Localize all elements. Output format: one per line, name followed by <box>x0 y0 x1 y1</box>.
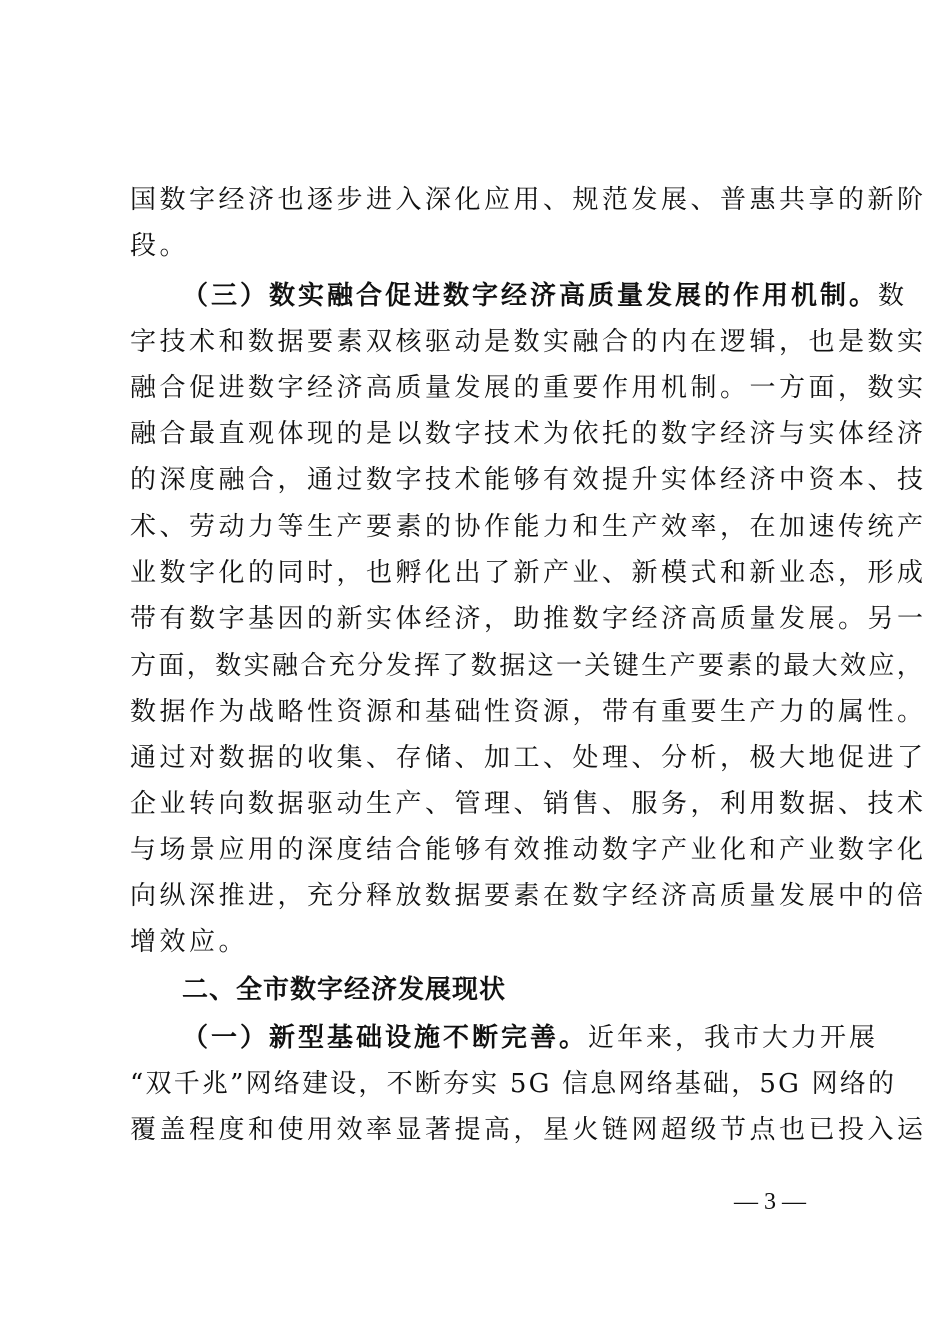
page-number: — 3 — <box>734 1189 806 1215</box>
paragraph-line: “双千兆”网络建设，不断夯实 5G 信息网络基础，5G 网络的 <box>130 1069 897 1099</box>
paragraph-line: 融合促进数字经济高质量发展的重要作用机制。一方面，数实 <box>130 373 927 403</box>
paragraph-text: 数 <box>878 281 908 311</box>
paragraph-first-line <box>130 274 908 318</box>
paragraph-line: 段。 <box>130 231 190 261</box>
paragraph-line: 增效应。 <box>130 927 249 957</box>
paragraph-line: 与场景应用的深度结合能够有效推动数字产业化和产业数字化 <box>130 835 927 865</box>
section-heading: 二、全市数字经济发展现状 <box>182 975 507 1005</box>
paragraph-line: 向纵深推进，充分释放数据要素在数字经济高质量发展中的倍 <box>130 881 927 911</box>
paragraph-line: 术、劳动力等生产要素的协作能力和生产效率，在加速传统产 <box>130 512 927 542</box>
paragraph-line: 方面，数实融合充分发挥了数据这一关键生产要素的最大效应， <box>130 651 926 681</box>
paragraph-line: 带有数字基因的新实体经济，助推数字经济高质量发展。另一 <box>130 604 927 634</box>
paragraph-line: 数据作为战略性资源和基础性资源，带有重要生产力的属性。 <box>130 697 927 727</box>
paragraph-line: 覆盖程度和使用效率显著提高，星火链网超级节点也已投入运 <box>130 1115 927 1145</box>
paragraph-line: 字技术和数据要素双核驱动是数实融合的内在逻辑，也是数实 <box>130 327 927 357</box>
paragraph-line: 国数字经济也逐步进入深化应用、规范发展、普惠共享的新阶 <box>130 185 927 215</box>
paragraph-first-line <box>130 1016 882 1060</box>
paragraph-text: 近年来，我市大力开展 <box>588 1023 879 1053</box>
paragraph-line: 企业转向数据驱动生产、管理、销售、服务，利用数据、技术 <box>130 789 927 819</box>
subheading-one: （一）新型基础设施不断完善。 <box>182 1023 589 1053</box>
subheading-three: （三）数实融合促进数字经济高质量发展的作用机制。 <box>182 281 879 311</box>
paragraph-line: 的深度融合，通过数字技术能够有效提升实体经济中资本、技 <box>130 465 927 495</box>
paragraph-line: 业数字化的同时，也孵化出了新产业、新模式和新业态，形成 <box>130 558 927 588</box>
paragraph-line: 通过对数据的收集、存储、加工、处理、分析，极大地促进了 <box>130 743 927 773</box>
paragraph-line: 融合最直观体现的是以数字技术为依托的数字经济与实体经济 <box>130 419 927 449</box>
